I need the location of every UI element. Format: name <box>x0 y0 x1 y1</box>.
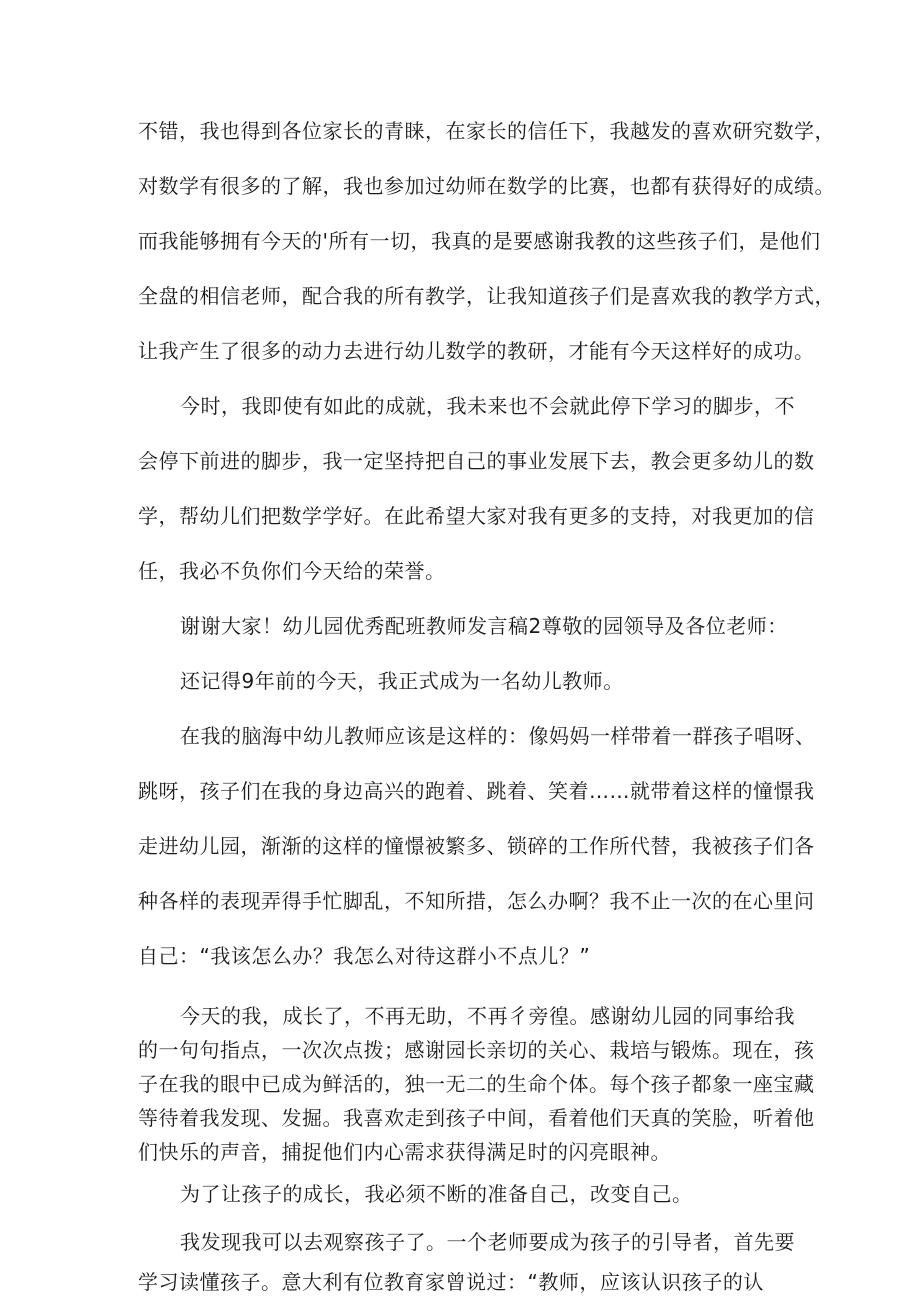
text-line: 为了让孩子的成长，我必须不断的准备自己，改变自己。 <box>180 1182 693 1206</box>
text-line: 等待着我发现、发掘。我喜欢走到孩子中间，看着他们天真的笑脸，听着他 <box>138 1106 815 1130</box>
text-line: 在我的脑海中幼儿教师应该是这样的：像妈妈一样带着一群孩子唱呀、 <box>180 724 816 748</box>
text-line: 自己：“我该怎么办？我怎么对待这群小不点儿？” <box>138 944 591 968</box>
text-line: 谢谢大家！幼儿园优秀配班教师发言稿2尊敬的园领导及各位老师： <box>180 614 788 638</box>
text-line: 让我产生了很多的动力去进行幼儿数学的教研，才能有今天这样好的成功。 <box>138 339 815 363</box>
text-line: 不错，我也得到各位家长的青睐，在家长的信任下，我越发的喜欢研究数学， <box>138 119 835 143</box>
text-line: 种各样的表现弄得手忙脚乱，不知所措，怎么办啊？我不止一次的在心里问 <box>138 889 815 913</box>
text-line: 任，我必不负你们今天给的荣誉。 <box>138 559 446 583</box>
text-line: 我发现我可以去观察孩子了。一个老师要成为孩子的引导者，首先要 <box>180 1230 795 1254</box>
text-line: 学习读懂孩子。意大利有位教育家曾说过：“教师，应该认识孩子的认 <box>138 1270 764 1294</box>
text-line: 全盘的相信老师，配合我的所有教学，让我知道孩子们是喜欢我的教学方式， <box>138 284 835 308</box>
text-line: 对数学有很多的了解，我也参加过幼师在数学的比赛，也都有获得好的成绩。 <box>138 174 835 198</box>
text-line: 跳呀，孩子们在我的身边高兴的跑着、跳着、笑着……就带着这样的憧憬我 <box>138 779 815 803</box>
text-line: 走进幼儿园，渐渐的这样的憧憬被繁多、锁碎的工作所代替，我被孩子们各 <box>138 834 815 858</box>
text-line: 而我能够拥有今天的'所有一切，我真的是要感谢我教的这些孩子们，是他们 <box>138 229 821 253</box>
text-line: 还记得9年前的今天，我正式成为一名幼儿教师。 <box>180 669 624 693</box>
text-line: 今时，我即使有如此的成就，我未来也不会就此停下学习的脚步，不 <box>180 394 795 418</box>
text-line: 学，帮幼儿们把数学学好。在此希望大家对我有更多的支持，对我更加的信 <box>138 504 815 528</box>
text-line: 的一句句指点，一次次点拨；感谢园长亲切的关心、栽培与锻炼。现在，孩 <box>138 1038 815 1062</box>
text-line: 们快乐的声音，捕捉他们内心需求获得满足时的闪亮眼神。 <box>138 1140 671 1164</box>
text-line: 今天的我，成长了，不再无助，不再彳旁徨。感谢幼儿园的同事给我 <box>180 1004 795 1028</box>
text-line: 会停下前进的脚步，我一定坚持把自己的事业发展下去，教会更多幼儿的数 <box>138 449 815 473</box>
text-line: 子在我的眼中已成为鲜活的，独一无二的生命个体。每个孩子都象一座宝藏 <box>138 1072 815 1096</box>
